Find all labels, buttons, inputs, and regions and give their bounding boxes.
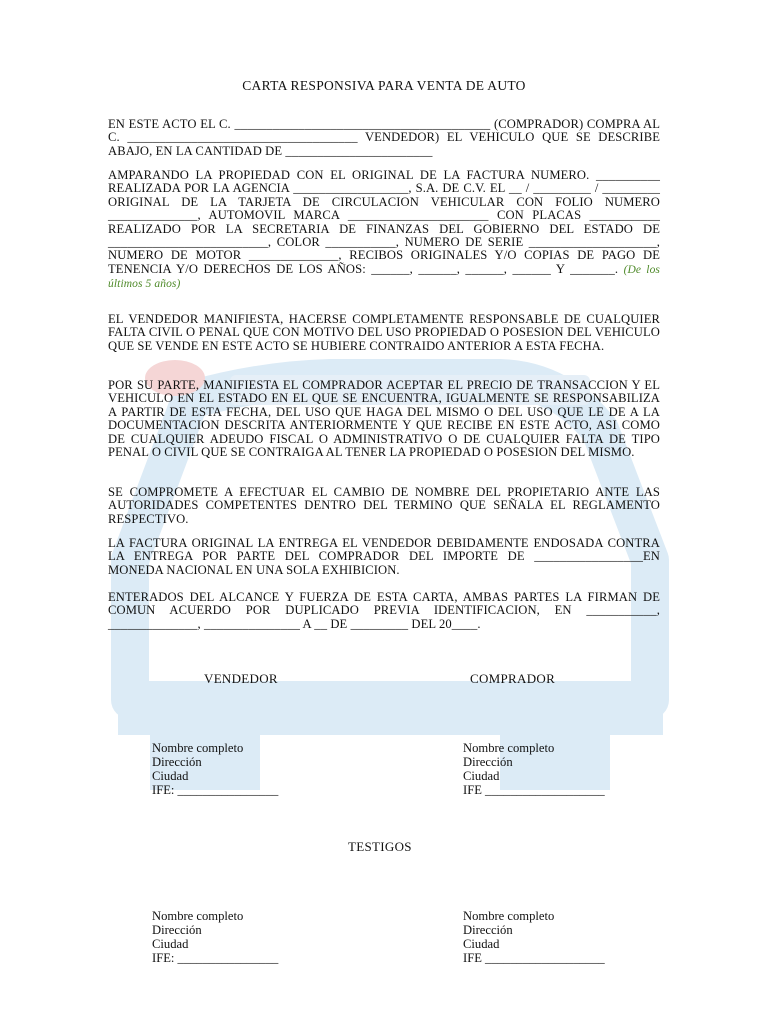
buyer-ife-label: IFE ___________________: [463, 783, 605, 797]
paragraph-buyer-responsibility: POR SU PARTE, MANIFIESTA EL COMPRADOR ACEPTAR EL PRECIO DE TRANSACCION Y EL VEHICULO EN EL ESTADO EN EL QUE SE ENCUENTRA, IGUALMENTE SE RESPONSABILIZA A PARTIR DE ESTA FECHA, DEL USO QUE HAGA DEL MISMO O DEL USO QUE LE DE A LA DOCUMENTACION DESCRITA ANTERIORMENTE Y QUE RECIBE EN ESTE ACTO, ASI COMO DE CUALQUIER ADEUDO FISCAL O ADMINISTRATIVO O DE CUALQUIER FALTA DE TIPO PENAL O CIVIL QUE SE CONTRAIGA AL TENER LA PROPIEDAD O POSESION DEL MISMO.: [108, 378, 660, 460]
witness-right-name-label: Nombre completo: [463, 909, 555, 923]
document-title: CARTA RESPONSIVA PARA VENTA DE AUTO: [242, 78, 526, 93]
seller-heading: VENDEDOR: [204, 671, 278, 686]
paragraph-name-change: SE COMPROMETE A EFECTUAR EL CAMBIO DE NOMBRE DEL PROPIETARIO ANTE LAS AUTORIDADES COMPETENTES DENTRO DEL TERMINO QUE SEÑALA EL REGLAMENTO RESPECTIVO.: [108, 485, 660, 526]
seller-address-label: Dirección: [152, 755, 202, 769]
witness-left-city-label: Ciudad: [152, 937, 189, 951]
paragraph-vehicle-description: [108, 169, 660, 292]
paragraph-seller-responsibility: EL VENDEDOR MANIFIESTA, HACERSE COMPLETAMENTE RESPONSABLE DE CUALQUIER FALTA CIVIL O PENAL QUE CON MOTIVO DEL USO PROPIEDAD O POSESION DEL VEHICULO QUE SE VENDE EN ESTE ACTO SE HUBIERE CONTRAIDO ANTERIOR A ESTA FECHA.: [108, 312, 660, 353]
paragraph-agreement: ENTERADOS DEL ALCANCE Y FUERZA DE ESTA CARTA, AMBAS PARTES LA FIRMAN DE COMUN ACUERDO POR DUPLICADO PREVIA IDENTIFICACION, EN ___________, ______________, _______________ A __ DE _________ DEL 20____.: [108, 590, 660, 631]
witness-left-fields: [152, 909, 278, 965]
witness-left-address-label: Dirección: [152, 923, 202, 937]
buyer-fields: [463, 741, 605, 797]
witness-left-name-label: Nombre completo: [152, 909, 244, 923]
witness-right-city-label: Ciudad: [463, 937, 500, 951]
witness-right-ife-label: IFE ___________________: [463, 951, 605, 965]
paragraph-invoice-delivery: LA FACTURA ORIGINAL LA ENTREGA EL VENDEDOR DEBIDAMENTE ENDOSADA CONTRA LA ENTREGA POR PARTE DEL COMPRADOR DEL IMPORTE DE _________________EN MONEDA NACIONAL EN UNA SOLA EXHIBICION.: [108, 536, 660, 577]
buyer-city-label: Ciudad: [463, 769, 500, 783]
witnesses-heading: TESTIGOS: [348, 839, 412, 854]
buyer-address-label: Dirección: [463, 755, 513, 769]
seller-fields: [152, 741, 278, 797]
witness-right-fields: [463, 909, 605, 965]
buyer-heading: COMPRADOR: [470, 671, 556, 686]
seller-city-label: Ciudad: [152, 769, 189, 783]
seller-name-label: Nombre completo: [152, 741, 244, 755]
witness-left-ife-label: IFE: ________________: [152, 951, 279, 965]
paragraph-vehicle-text: AMPARANDO LA PROPIEDAD CON EL ORIGINAL DE LA FACTURA NUMERO. __________ REALIZADA POR LA AGENCIA __________________, S.A. DE C.V. EL __ / _________ / _________ ORIGINAL DE LA TARJETA DE CIRCULACION VEHICULAR CON FOLIO NUMERO ______________, AUTOMOVIL MARCA ______________________ CON PLACAS ___________ REALIZADO POR LA SECRETARIA DE FINANZAS DEL GOBIERNO DEL ESTADO DE _________________________, COLOR ___________, NUMERO DE SERIE ____________________, NUMERO DE MOTOR ______________, RECIBOS ORIGINALES Y/O COPIAS DE PAGO DE TENENCIA Y/O DERECHOS DE LOS AÑOS: ______, ______, ______, ______ Y _______.: [108, 168, 660, 276]
paragraph-buyer-seller: EN ESTE ACTO EL C. ________________________________________ (COMPRADOR) COMPRA AL C. ____________________________________ VENDEDOR) EL VEHICULO QUE SE DESCRIBE ABAJO, EN LA CANTIDAD DE _______________________: [108, 117, 660, 158]
years-note: (De los últimos 5 años): [108, 263, 661, 291]
buyer-name-label: Nombre completo: [463, 741, 555, 755]
seller-ife-label: IFE: ________________: [152, 783, 279, 797]
witness-right-address-label: Dirección: [463, 923, 513, 937]
